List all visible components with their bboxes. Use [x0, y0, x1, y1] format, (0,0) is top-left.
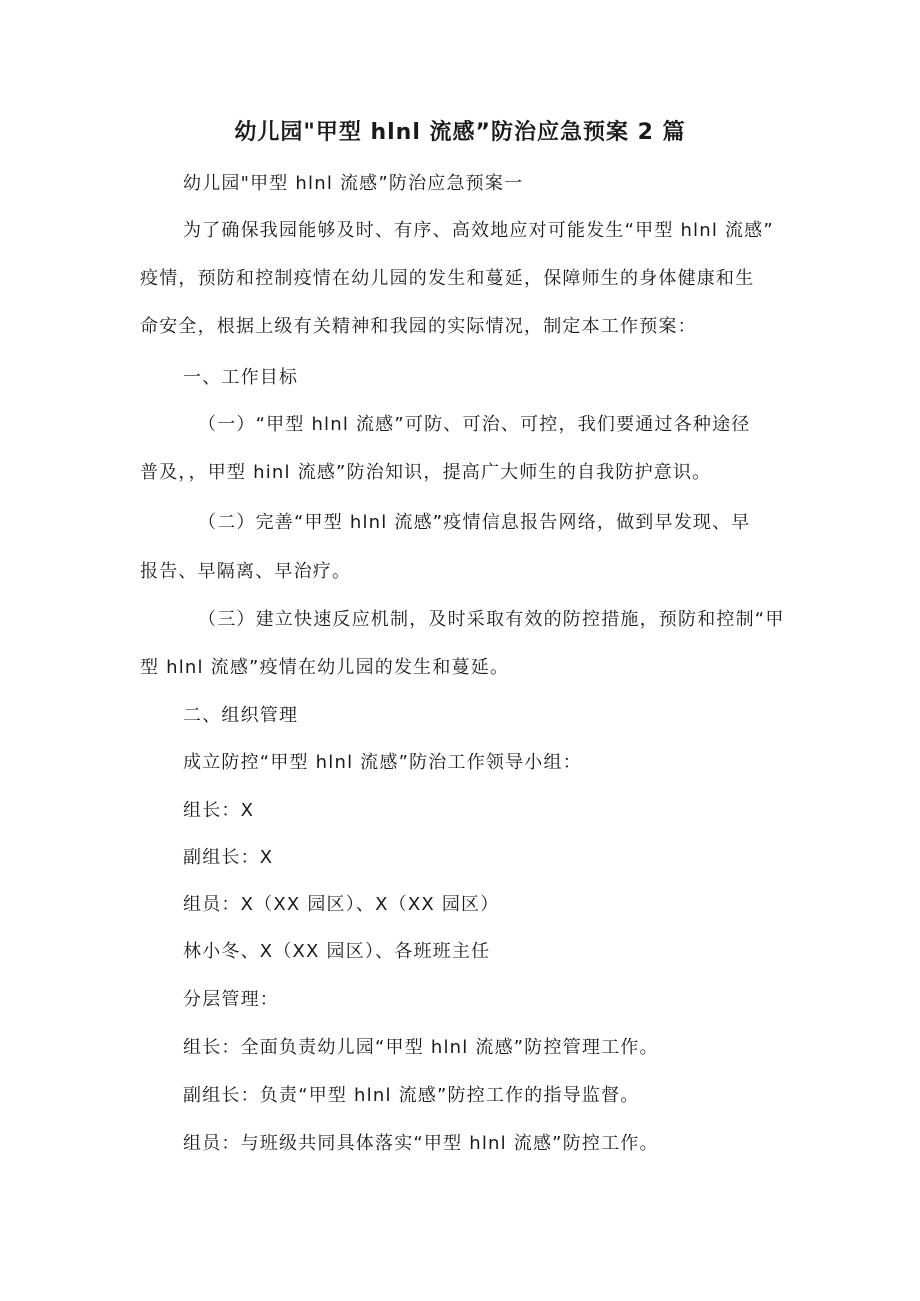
org-intro: 成立防控“甲型 hlnl 流感”防治工作领导小组：	[183, 752, 582, 773]
intro-line-3: 命安全，根据上级有关精神和我园的实际情况，制定本工作预案：	[140, 316, 697, 337]
goal-2-line-1: （二）完善“甲型 hlnl 流感”疫情信息报告网络，做到早发现、早	[198, 512, 751, 533]
org-leader: 组长：X	[183, 800, 255, 821]
section-1-heading: 一、工作目标	[183, 367, 299, 388]
leader-duty: 组长：全面负责幼儿园“甲型 hlnl 流感”防控管理工作。	[183, 1037, 659, 1058]
org-deputy: 副组长：X	[183, 847, 274, 868]
document-title: 幼儿园"甲型 hlnl 流感”防治应急预案 2 篇	[234, 120, 686, 145]
member-duty: 组员：与班级共同具体落实“甲型 hlnl 流感”防控工作。	[183, 1133, 659, 1154]
goal-1-line-1: （一）“甲型 hlnl 流感”可防、可治、可控，我们要通过各种途径	[198, 414, 751, 435]
goal-1-line-2: 普及，，甲型 hinl 流感”防治知识，提高广大师生的自我防护意识。	[140, 462, 712, 483]
org-members-continued: 林小冬、X（XX 园区）、各班班主任	[183, 941, 491, 962]
goal-3-line-2: 型 hlnl 流感”疫情在幼儿园的发生和蔓延。	[140, 657, 510, 678]
org-members: 组员：X（XX 园区）、X（XX 园区）	[183, 894, 500, 915]
section-2-heading: 二、组织管理	[183, 705, 299, 726]
layered-management-heading: 分层管理：	[183, 989, 279, 1010]
document-subtitle: 幼儿园"甲型 hlnl 流感”防治应急预案一	[183, 173, 524, 194]
intro-line-2: 疫情，预防和控制疫情在幼儿园的发生和蔓延，保障师生的身体健康和生	[140, 268, 755, 289]
intro-line-1: 为了确保我园能够及时、有序、高效地应对可能发生“甲型 hlnl 流感”	[183, 220, 774, 241]
goal-3-line-1: （三）建立快速反应机制，及时采取有效的防控措施，预防和控制“甲	[198, 609, 785, 630]
deputy-duty: 副组长：负责“甲型 hlnl 流感”防控工作的指导监督。	[183, 1085, 640, 1106]
goal-2-line-2: 报告、早隔离、早治疗。	[140, 561, 352, 582]
